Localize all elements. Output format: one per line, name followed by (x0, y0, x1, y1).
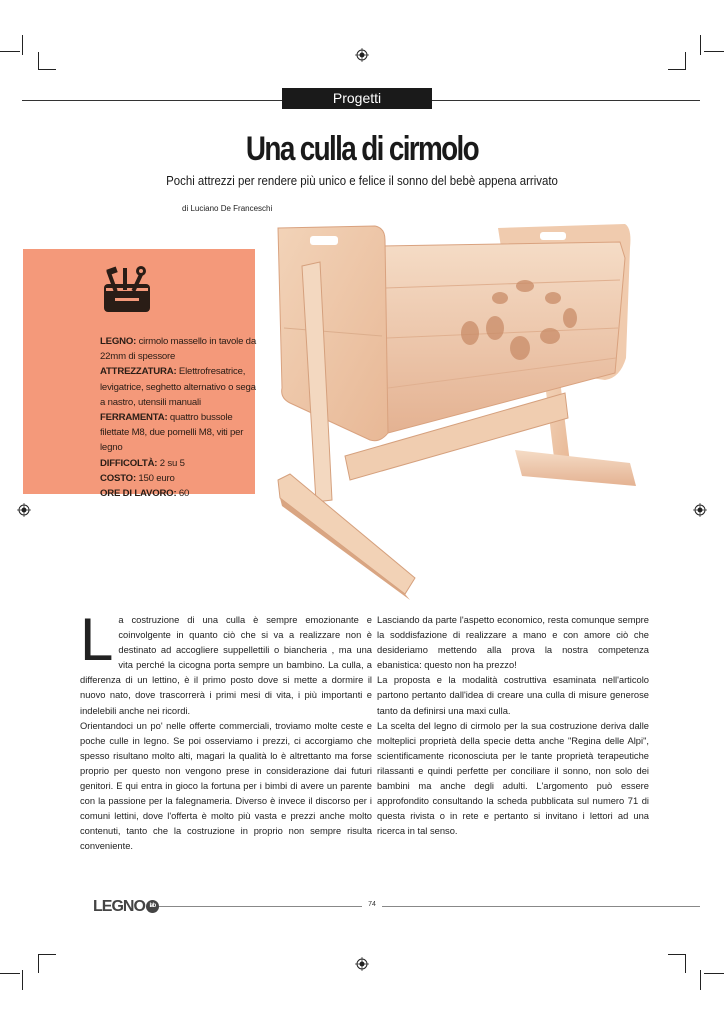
info-row (100, 364, 260, 410)
crop-mark (38, 954, 56, 955)
info-value: 60 (178, 488, 190, 500)
registration-mark-icon (693, 503, 707, 517)
crop-mark (0, 51, 20, 52)
drop-cap: L (80, 606, 114, 673)
info-row (100, 334, 260, 364)
info-box-text (100, 334, 260, 501)
crop-mark (704, 973, 724, 974)
info-label: ATTREZZATURA: (100, 366, 177, 378)
info-label: DIFFICOLTÀ: (100, 457, 158, 469)
crop-mark (685, 955, 686, 973)
info-value: 150 euro (138, 472, 175, 484)
registration-mark-icon (355, 48, 369, 62)
paragraph: Orientandoci un po' nelle offerte commerciali, troviamo molte ceste e poche culle in legno. Se poi osserviamo i prezzi, ci accorgiamo che spesso risultano molto alti, magari la qualità lo è altrettanto ma forse proprio per questo non vengono prese in considerazione dai futuri genitori. E qui entra in gioco la fortuna per i bimbi di avere un parente con la passione per la falegnameria. Diverso è invece il discorso per i comuni lettini, dove l'offerta è molto più vasta e prezzi anche molto contenuti, tanto che la costruzione in proprio non sempre risulta conveniente. (80, 720, 372, 852)
paragraph: La scelta del legno di cirmolo per la sua costruzione deriva dalle molteplici proprietà della specie detta anche "Regina delle Alpi", scientificamente riconosciuta per le tante proprietà terapeutiche rilassanti e quindi perfette per conciliare il sonno, non solo dei bambini ma anche degli adulti. L'argomento può essere approfondito consultando la scheda pubblicata sul numero 71 di questa rivista o in rete e pertanto si invitano i lettori ad una ricerca in tal senso. (377, 720, 649, 837)
toolbox-icon (101, 266, 153, 314)
info-value: cirmolo massello in tavole da 22mm di spessore (100, 336, 256, 363)
registration-mark-icon (17, 503, 31, 517)
crop-mark (22, 970, 23, 990)
crop-mark (668, 69, 686, 70)
info-row (100, 456, 260, 471)
logo-text: LEGNO (93, 898, 145, 915)
info-value: Elettrofresatrice, levigatrice, seghetto alternativo o sega a nastro, utensili manuali (100, 366, 256, 408)
crop-mark (38, 69, 56, 70)
info-label: COSTO: (100, 472, 136, 484)
crop-mark (668, 954, 686, 955)
crop-mark (38, 52, 39, 70)
info-row (100, 486, 260, 501)
info-row (100, 410, 260, 456)
info-label: FERRAMENTA: (100, 412, 168, 424)
footer-rule (150, 906, 700, 907)
info-value: 2 su 5 (159, 457, 185, 469)
paragraph: Lasciando da parte l'aspetto economico, resta comunque sempre la soddisfazione di realizzare a mano e con amore ciò che desideriamo mettendo alla prova la nostra competenza ebanistica: questo non ha prezzo! (377, 615, 649, 671)
info-row (100, 471, 260, 486)
crop-mark (700, 35, 701, 55)
registration-mark-icon (355, 957, 369, 971)
page-number: 74 (362, 901, 382, 908)
crop-mark (704, 51, 724, 52)
crop-mark (22, 35, 23, 55)
article-title: Una culla di cirmolo (245, 130, 479, 168)
info-label: LEGNO: (100, 336, 137, 347)
info-label: ORE DI LAVORO: (100, 488, 177, 500)
crop-mark (38, 955, 39, 973)
crop-mark (685, 52, 686, 70)
paragraph: a costruzione di una culla è sempre emozionante e coinvolgente in quanto ciò che si va a realizzare non è destinato ad accogliere suppellettili o biancheria , ma una vita perché la cicogna porta sempre un bambino. La culla, a differenza di un lettino, è il primo posto dove si mette a dormire il nuovo nato, dove trascorrerà i primi mesi di vita, i più importanti e indelebili anche nei ricordi. (80, 615, 372, 716)
body-column-right (377, 613, 649, 839)
magazine-logo (93, 898, 159, 916)
info-value: quattro bussole filettate M8, due pomelli M8, viti per legno (100, 412, 244, 454)
paragraph: La proposta e la modalità costruttiva esaminata nell'articolo partono pertanto dall'idea di creare una culla di misure generose tanto da definirsi una maxi culla. (377, 675, 649, 716)
article-subtitle: Pochi attrezzi per rendere più unico e felice il sonno del bebè appena arrivato (166, 173, 558, 188)
cradle-photo (270, 218, 640, 600)
author-byline: di Luciano De Franceschi (182, 204, 273, 213)
crop-mark (700, 970, 701, 990)
body-column-left (80, 606, 372, 855)
section-label: Progetti (282, 88, 432, 109)
crop-mark (0, 973, 20, 974)
logo-badge: lab (146, 900, 159, 913)
